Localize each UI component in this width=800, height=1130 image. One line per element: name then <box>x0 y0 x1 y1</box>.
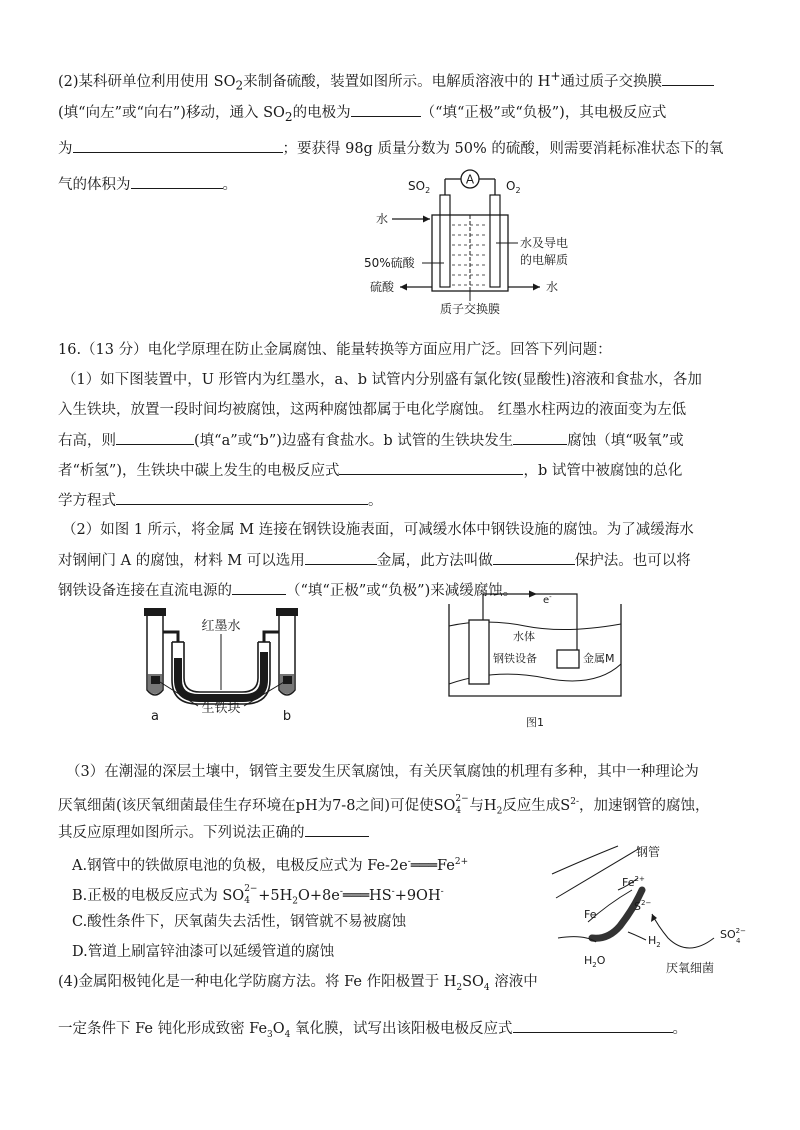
text: ═══Fe <box>410 857 455 874</box>
answer-blank[interactable] <box>305 550 377 565</box>
q16-p2-line-2 <box>58 550 691 571</box>
superscript: - <box>407 857 411 867</box>
text: 厌氧细菌(该厌氧细菌最佳生存环境在pH为7-8之间)可促使SO <box>58 797 456 814</box>
text: 。 <box>368 493 383 509</box>
answer-blank[interactable] <box>131 174 223 189</box>
answer-blank[interactable] <box>232 580 286 595</box>
superscript: 2− <box>244 883 258 894</box>
subscript: 4 <box>483 982 490 993</box>
pipe-section <box>592 890 642 938</box>
text: 来制备硫酸，装置如图所示。电解质溶液中的 H <box>243 73 551 90</box>
electrolyte-label-1: 水及导电 <box>520 236 569 250</box>
text: ═══HS <box>342 887 392 904</box>
subscript: 3 <box>267 1029 273 1040</box>
iron-block-a <box>151 676 160 684</box>
q16-p3-line-3 <box>58 822 369 843</box>
acid-50-label: 50%硫酸 <box>364 256 415 270</box>
answer-blank[interactable] <box>662 71 714 86</box>
text: 对钢闸门 A 的腐蚀，材料 M 可以选用 <box>58 553 305 569</box>
connector-right <box>264 632 279 642</box>
text: (2)某科研单位利用使用 SO <box>58 73 236 90</box>
text: 与H <box>469 797 497 814</box>
text: (4)金属阳极钝化是一种电化学防腐方法。将 Fe 作阳极置于 H <box>58 974 457 990</box>
text: 溶液中 <box>489 974 538 990</box>
text: 。 <box>672 1021 687 1037</box>
ammeter-label: A <box>465 172 475 187</box>
answer-blank[interactable] <box>116 490 368 505</box>
tube-a-label: a <box>151 709 159 724</box>
stopper-a <box>144 608 166 616</box>
subscript: 4 <box>244 895 250 906</box>
answer-blank[interactable] <box>513 1018 673 1033</box>
arrowhead-icon <box>533 284 540 291</box>
text: 钢铁设备连接在直流电源的 <box>58 583 232 599</box>
text: （“填“正极”或“负极”)，其电极反应式 <box>420 105 667 121</box>
text: 者“析氢”)，生铁块中碳上发生的电极反应式 <box>58 463 340 479</box>
option-c[interactable]: C.酸性条件下，厌氧菌失去活性，钢管就不易被腐蚀 <box>72 914 407 930</box>
so2-label: $SO_2$ <box>408 179 431 195</box>
text: （“填“正极”或“负极”)来减缓腐蚀。 <box>286 583 518 599</box>
so4-label: $SO^{2-}$ 4 <box>720 927 746 945</box>
text: 为 <box>58 141 73 157</box>
text: ，b 试管中被腐蚀的总化 <box>523 463 683 479</box>
subscript: 2 <box>456 982 463 993</box>
stopper-b <box>276 608 298 616</box>
text: 其反应原理如图所示。下列说法正确的 <box>58 825 305 841</box>
q16-title: 16.（13 分）电化学原理在防止金属腐蚀、能量转换等方面应用广泛。回答下列问题： <box>58 342 612 358</box>
h2-label: $H_2$ <box>648 934 661 949</box>
answer-blank[interactable] <box>351 102 421 117</box>
q16-p1-line-2: 入生铁块，放置一段时间均被腐蚀，这两种腐蚀都属于电化学腐蚀。 红墨水柱两边的液面变为左低 <box>58 402 687 418</box>
option-b[interactable] <box>72 882 444 912</box>
q16-p3-line-2 <box>58 792 710 822</box>
q15-line-3 <box>58 138 723 159</box>
superscript: - <box>440 887 444 897</box>
tube-b-label: b <box>282 709 292 724</box>
bacteria-label: 厌氧细菌 <box>666 961 715 975</box>
text: ；要获得 98g 质量分数为 50% 的硫酸，则需要消耗标准状态下的氧 <box>282 141 724 157</box>
superscript: 2− <box>455 793 469 804</box>
figure-1-diagram <box>445 588 625 733</box>
s2-label: $S^{2-}$ <box>634 899 652 913</box>
text: +9OH <box>394 887 441 904</box>
text: (填“a”或“b”)边盛有食盐水。b 试管的生铁块发生 <box>194 433 514 449</box>
text: 腐蚀（填“吸氧”或 <box>567 433 684 449</box>
q16-p1-line-1: （1）如下图装置中，U 形管内为红墨水，a、b 试管内分别盛有氯化铵(显酸性)溶液和食盐水，各加 <box>62 372 702 388</box>
text: 保护法。也可以将 <box>574 553 691 569</box>
answer-blank[interactable] <box>339 460 523 475</box>
answer-blank[interactable] <box>73 138 283 153</box>
water-in-label: 水 <box>376 212 389 226</box>
q16-p1-line-3 <box>58 430 684 451</box>
answer-blank[interactable] <box>493 550 575 565</box>
water-out-label: 水 <box>546 280 559 294</box>
sulfate-charge <box>455 793 469 816</box>
arrowhead-icon <box>423 216 430 223</box>
answer-blank[interactable] <box>116 430 194 445</box>
iron-block-b <box>283 676 292 684</box>
q16-p4-line-1 <box>58 972 538 998</box>
pipe-wall-2 <box>556 848 640 898</box>
text: 学方程式 <box>58 493 116 509</box>
q15-line-2 <box>58 102 666 127</box>
red-ink-label: 红墨水 <box>201 619 241 634</box>
q16-p4-line-2 <box>58 1018 687 1045</box>
left-electrode <box>440 195 450 287</box>
text: 的电极为 <box>292 105 351 121</box>
q16-p1-line-4 <box>58 460 682 481</box>
text: O <box>272 1021 285 1037</box>
superscript: - <box>391 887 395 897</box>
q15-line-4 <box>58 174 237 195</box>
steel-equipment-label: 钢铁设备 <box>493 652 537 665</box>
electron-label: e- <box>543 593 552 606</box>
option-d[interactable]: D.管道上刷富锌油漆可以延缓管道的腐蚀 <box>72 944 335 960</box>
text: O+8e <box>297 887 340 904</box>
right-electrode <box>490 195 500 287</box>
text: 右高，则 <box>58 433 116 449</box>
option-a[interactable] <box>72 852 468 876</box>
acid-out-label: 硫酸 <box>370 280 395 294</box>
text: B.正极的电极反应式为 SO <box>72 887 245 904</box>
water-body-label: 水体 <box>513 630 535 643</box>
subscript: 2 <box>284 109 293 124</box>
q16-p3-line-1: （3）在潮湿的深层土壤中，钢管主要发生厌氧腐蚀，有关厌氧腐蚀的机理有多种，其中一种理论为 <box>66 764 699 780</box>
iron-block-label: 生铁块 <box>201 701 241 716</box>
steel-equipment <box>469 620 489 684</box>
electron-arrow-icon <box>529 591 537 598</box>
text: A.钢管中的铁做原电池的负极，电极反应式为 Fe-2e <box>72 857 408 874</box>
pipe-label: 钢管 <box>636 845 661 859</box>
superscript: 2- <box>570 797 580 807</box>
subscript: 2 <box>496 806 503 817</box>
subscript: 4 <box>455 805 462 816</box>
subscript: 2 <box>235 78 244 93</box>
subscript: 4 <box>284 1029 291 1040</box>
q16-p1-line-5 <box>58 490 383 511</box>
text: 金属，此方法叫做 <box>376 553 493 569</box>
fe2-label: $Fe^{2+}$ <box>622 875 645 889</box>
answer-blank[interactable] <box>305 822 369 837</box>
text: 。 <box>222 177 237 193</box>
pipe-corrosion-diagram <box>548 838 758 978</box>
sulfate-charge <box>244 883 258 906</box>
text: 气的体积为 <box>58 177 131 193</box>
text: 通过质子交换膜 <box>560 73 663 90</box>
text: 氧化膜，试写出该阳极电极反应式 <box>290 1021 513 1037</box>
superscript: 2+ <box>454 857 469 867</box>
text: ，加速钢管的腐蚀， <box>579 797 710 814</box>
superscript: - <box>339 887 343 897</box>
superscript: + <box>550 69 561 83</box>
text: 一定条件下 Fe 钝化形成致密 Fe <box>58 1021 268 1037</box>
metal-m <box>557 650 579 668</box>
subscript: 2 <box>292 896 298 907</box>
q15-line-1 <box>58 66 714 96</box>
arrowhead-icon <box>400 284 407 291</box>
membrane-label: 质子交换膜 <box>439 302 501 316</box>
o2-label: $O_2$ <box>506 179 521 195</box>
pipe-wall-1 <box>552 846 618 874</box>
figure-caption: 图1 <box>526 716 544 729</box>
answer-blank[interactable] <box>513 430 567 445</box>
text: 反应生成S <box>502 797 571 814</box>
text: +5H <box>258 887 293 904</box>
utube-diagram <box>128 602 318 727</box>
fe-label: Fe <box>584 908 597 921</box>
q16-p2-line-1: （2）如图 1 所示，将金属 M 连接在钢铁设施表面，可减缓水体中钢铁设施的腐蚀。为了减缓海水 <box>62 522 694 538</box>
h2o-label: $H_2O$ <box>584 954 606 969</box>
electrolysis-diagram <box>360 165 620 320</box>
metal-m-label: 金属M <box>583 652 615 665</box>
text: SO <box>462 974 484 990</box>
text: (填“向左”或“向右”)移动，通入 SO <box>58 105 285 121</box>
connector-left <box>163 632 178 642</box>
electrolyte-label-2: 的电解质 <box>520 253 569 267</box>
